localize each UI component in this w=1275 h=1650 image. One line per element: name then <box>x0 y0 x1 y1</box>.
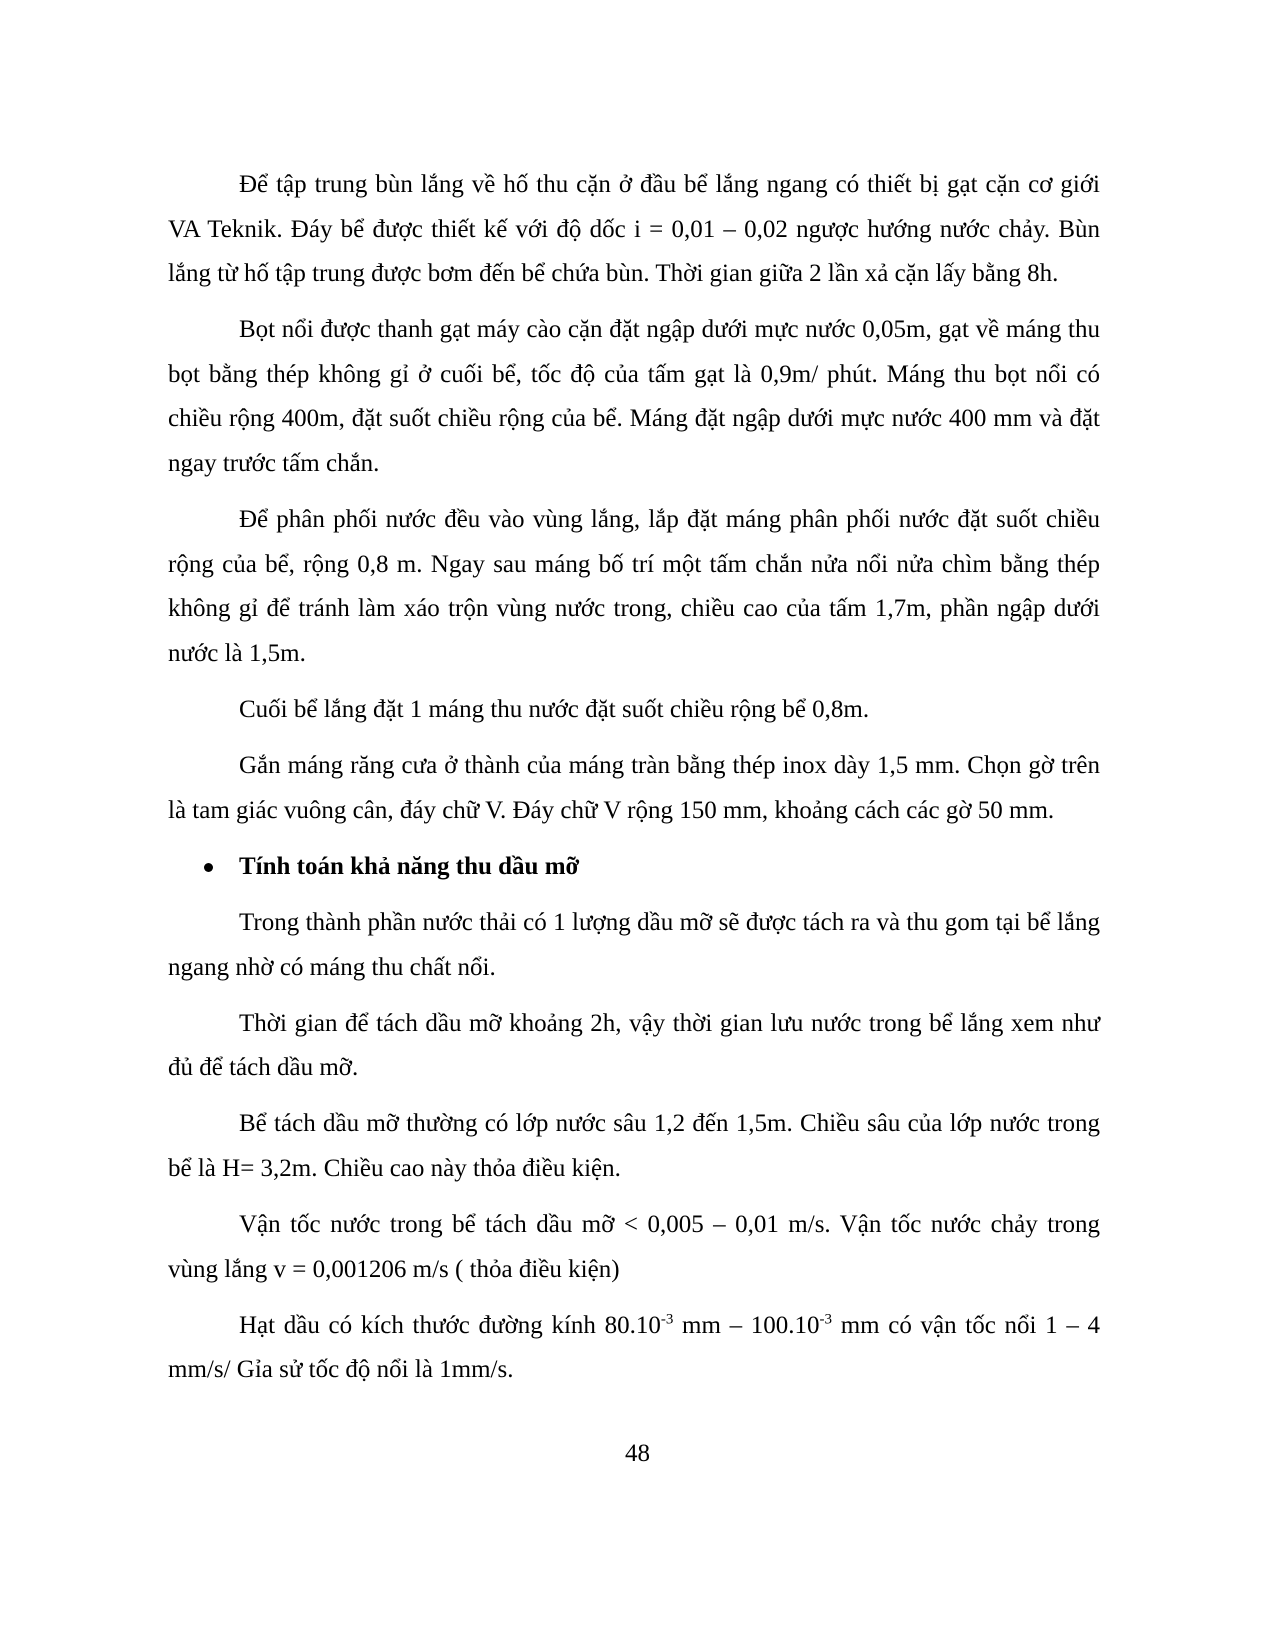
paragraph: Để tập trung bùn lắng về hố thu cặn ở đầu bể lắng ngang có thiết bị gạt cặn cơ giới VA Teknik. Đáy bể được thiết kế với độ dốc i = 0,01 – 0,02 ngược hướng nước chảy. Bùn lắng từ hố tập trung được bơm đến bể chứa bùn. Thời gian giữa 2 lần xả cặn lấy bằng 8h. <box>168 171 1100 288</box>
superscript: -3 <box>819 1311 833 1328</box>
bullet-icon <box>204 863 213 872</box>
paragraph-oil-droplet <box>168 1304 1100 1393</box>
page-number: 48 <box>625 1440 650 1467</box>
paragraph: Vận tốc nước trong bể tách dầu mỡ < 0,005 – 0,01 m/s. Vận tốc nước chảy trong vùng lắng v = 0,001206 m/s ( thỏa điều kiện) <box>168 1210 1100 1283</box>
paragraph: Thời gian để tách dầu mỡ khoảng 2h, vậy thời gian lưu nước trong bể lắng xem như đủ để tách dầu mỡ. <box>168 1009 1100 1082</box>
section-heading <box>168 845 1100 890</box>
paragraph: Bọt nổi được thanh gạt máy cào cặn đặt ngập dưới mực nước 0,05m, gạt về máng thu bọt bằng thép không gỉ ở cuối bể, tốc độ của tấm gạt là 0,9m/ phút. Máng thu bọt nổi có chiều rộng 400m, đặt suốt chiều rộng của bể. Máng đặt ngập dưới mực nước 400 mm và đặt ngay trước tấm chắn. <box>168 316 1100 478</box>
text: Hạt dầu có kích thước đường kính 80.10 <box>239 1311 661 1339</box>
text: mm – 100.10 <box>673 1311 820 1339</box>
paragraph: Cuối bể lắng đặt 1 máng thu nước đặt suốt chiều rộng bể 0,8m. <box>239 696 870 724</box>
text: mm có vận tốc nổi 1 – 4 mm/s/ Gỉa sử tốc độ nổi là 1mm/s. <box>168 1311 1100 1384</box>
paragraph: Bể tách dầu mỡ thường có lớp nước sâu 1,2 đến 1,5m. Chiều sâu của lớp nước trong bể là H= 3,2m. Chiều cao này thỏa điều kiện. <box>168 1110 1100 1182</box>
paragraph: Gắn máng răng cưa ở thành của máng tràn bằng thép inox dày 1,5 mm. Chọn gờ trên là tam giác vuông cân, đáy chữ V. Đáy chữ V rộng 150 mm, khoảng cách các gờ 50 mm. <box>168 752 1100 824</box>
paragraph: Trong thành phần nước thải có 1 lượng dầu mỡ sẽ được tách ra và thu gom tại bể lắng ngang nhờ có máng thu chất nổi. <box>168 908 1100 981</box>
superscript: -3 <box>660 1311 674 1328</box>
document-body <box>168 163 1100 1404</box>
section-heading-text: Tính toán khả năng thu dầu mỡ <box>239 852 580 880</box>
paragraph: Để phân phối nước đều vào vùng lắng, lắp đặt máng phân phối nước đặt suốt chiều rộng của bể, rộng 0,8 m. Ngay sau máng bố trí một tấm chắn nửa nổi nửa chìm bằng thép không gỉ để tránh làm xáo trộn vùng nước trong, chiều cao của tấm 1,7m, phần ngập dưới nước là 1,5m. <box>168 506 1100 667</box>
